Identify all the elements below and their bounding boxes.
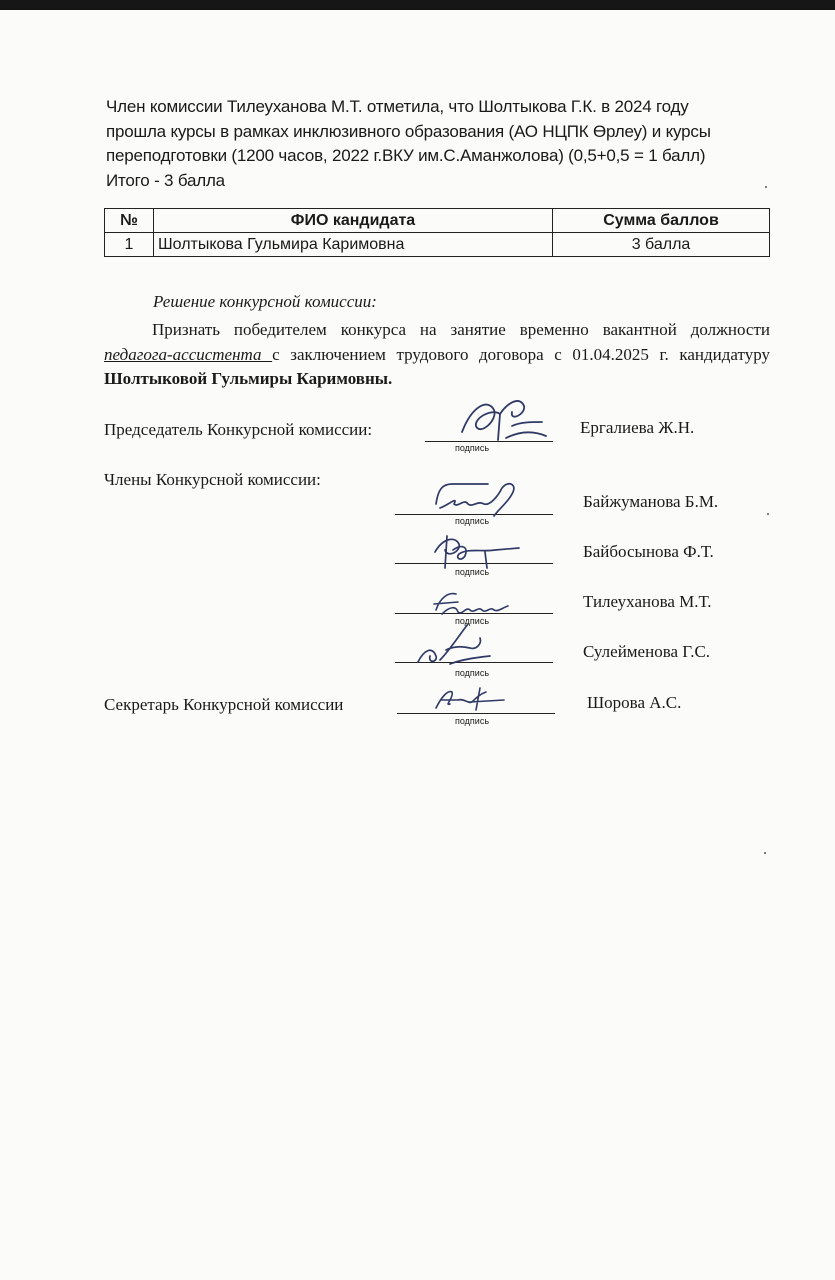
member-name: Тилеуханова М.Т.: [583, 592, 712, 611]
remark-line: прошла курсы в рамках инклюзивного образования (АО НЦПК Өрлеу) и курсы: [106, 121, 711, 141]
col-candidate-header: ФИО кандидата: [154, 209, 553, 233]
signature-caption: подпись: [455, 443, 490, 453]
cell-candidate: Шолтыкова Гульмира Каримовна: [154, 233, 553, 257]
member-signature: [410, 620, 510, 668]
decision-title: Решение конкурсной комиссии:: [153, 292, 377, 311]
member-name: Байбосынова Ф.Т.: [583, 542, 714, 561]
col-score-header: Сумма баллов: [553, 209, 770, 233]
commission-remark: [106, 95, 776, 193]
decision-text: [104, 318, 770, 392]
decision-text-start: Признать победителем конкурса на занятие временно вакантной должности: [152, 320, 770, 339]
cell-number: 1: [105, 233, 154, 257]
remark-line: Член комиссии Тилеуханова М.Т. отметила, что Шолтыкова Г.К. в 2024 году: [106, 97, 689, 116]
decision-text-mid: с заключением трудового договора с 01.04.2025 г. кандидатуру: [272, 344, 771, 364]
signature-caption: подпись: [455, 668, 490, 678]
chair-signature: [450, 392, 550, 450]
chair-label: Председатель Конкурсной комиссии:: [104, 420, 373, 439]
signature-caption: подпись: [455, 716, 490, 726]
table-header-row: [105, 209, 770, 233]
vacancy-role: педагога-ассистента: [104, 344, 273, 364]
members-label: Члены Конкурсной комиссии:: [104, 470, 321, 489]
member-signature: [428, 584, 518, 620]
member-name: Байжуманова Б.М.: [583, 492, 719, 511]
scan-speck: [764, 852, 766, 854]
col-number-header: №: [105, 209, 154, 233]
chair-name: Ергалиева Ж.Н.: [580, 418, 695, 437]
secretary-name: Шорова А.С.: [587, 693, 682, 712]
scan-speck: [767, 513, 769, 515]
winner-name: Шолтыковой Гульмиры Каримовны.: [104, 369, 393, 388]
scan-top-edge: [0, 0, 835, 10]
table-row: [105, 233, 770, 257]
remark-line: переподготовки (1200 часов, 2022 г.ВКУ им.С.Аманжолова) (0,5+0,5 = 1 балл): [106, 146, 706, 165]
scan-speck: [765, 186, 767, 188]
signature-caption: подпись: [455, 567, 490, 577]
member-signature: [428, 474, 528, 520]
cell-score: 3 балла: [553, 233, 770, 257]
signature-caption: подпись: [455, 616, 490, 626]
secretary-label: Секретарь Конкурсной комиссии: [104, 695, 344, 714]
member-signature: [425, 528, 525, 572]
secretary-signature: [430, 682, 510, 716]
signature-caption: подпись: [455, 516, 490, 526]
remark-total: Итого - 3 балла: [106, 170, 225, 190]
results-table: [104, 208, 770, 257]
member-name: Сулейменова Г.С.: [583, 642, 711, 661]
